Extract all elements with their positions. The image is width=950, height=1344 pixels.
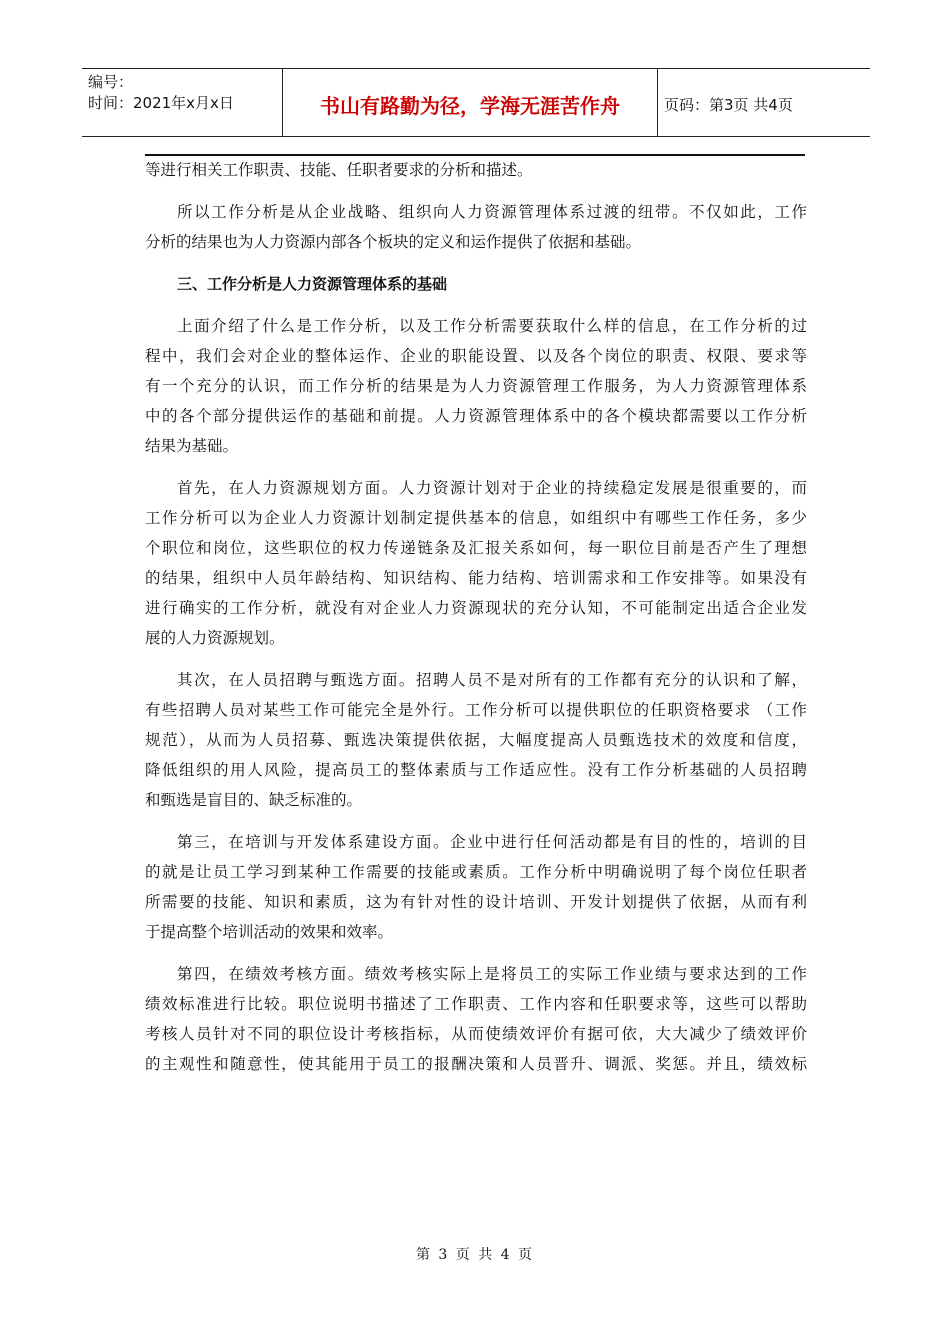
text-line: 第四，在绩效考核方面。绩效考核实际上是将员工的实际工作业绩与要求达到的工作 xyxy=(177,965,807,983)
text-line: 的结果，组织中人员年龄结构、知识结构、能力结构、培训需求和工作安排等。如果没有 xyxy=(145,569,807,587)
text-line: 的就是让员工学习到某种工作需要的技能或素质。工作分析中明确说明了每个岗位任职者 xyxy=(145,863,807,881)
header-page-info: 页码：第3页 共4页 xyxy=(664,96,793,114)
text-line: 中的各个部分提供运作的基础和前提。人力资源管理体系中的各个模块都需要以工作分析 xyxy=(145,407,807,425)
paragraph xyxy=(145,197,807,257)
header-motto: 书山有路勤为径，学海无涯苦作舟 xyxy=(283,69,658,136)
paragraph xyxy=(145,665,807,815)
text-line: 个职位和岗位，这些职位的权力传递链条及汇报关系如何，每一职位目前是否产生了理想 xyxy=(145,539,807,557)
text-line: 考核人员针对不同的职位设计考核指标，从而使绩效评价有据可依，大大减少了绩效评价 xyxy=(145,1025,807,1043)
text-line: 和甄选是盲目的、缺乏标准的。 xyxy=(145,791,363,809)
header-meta xyxy=(82,69,283,136)
text-line: 分析的结果也为人力资源内部各个板块的定义和运作提供了依据和基础。 xyxy=(145,233,642,251)
text-line: 所需要的技能、知识和素质，这为有针对性的设计培训、开发计划提供了依据，从而有利 xyxy=(145,893,807,911)
text-line: 于提高整个培训活动的效果和效率。 xyxy=(145,923,394,941)
text-line: 展的人力资源规划。 xyxy=(145,629,285,647)
text-line: 有一个充分的认识，而工作分析的结果是为人力资源管理工作服务，为人力资源管理体系 xyxy=(145,377,807,395)
text-line: 有些招聘人员对某些工作可能完全是外行。工作分析可以提供职位的任职资格要求 （工作 xyxy=(145,701,807,719)
text-line: 降低组织的用人风险，提高员工的整体素质与工作适应性。没有工作分析基础的人员招聘 xyxy=(145,761,807,779)
text-line: 首先，在人力资源规划方面。人力资源计划对于企业的持续稳定发展是很重要的，而 xyxy=(177,479,807,497)
number-label: 编号： xyxy=(88,73,134,91)
page-footer: 第 3 页 共 4 页 xyxy=(415,1247,535,1263)
text-line: 结果为基础。 xyxy=(145,437,239,455)
text-line: 的主观性和随意性，使其能用于员工的报酬决策和人员晋升、调派、奖惩。并且，绩效标 xyxy=(145,1055,807,1073)
date-label: 时间：2021年x月x日 xyxy=(88,94,234,112)
paragraph xyxy=(145,827,807,947)
text-line: 规范），从而为人员招募、甄选决策提供依据，大幅度提高人员甄选技术的效度和信度， xyxy=(145,731,807,749)
document-body xyxy=(145,155,807,1079)
text-line: 工作分析可以为企业人力资源计划制定提供基本的信息，如组织中有哪些工作任务，多少 xyxy=(145,509,807,527)
paragraph xyxy=(145,155,807,185)
paragraph xyxy=(145,473,807,653)
text-line: 程中，我们会对企业的整体运作、企业的职能设置、以及各个岗位的职责、权限、要求等 xyxy=(145,347,807,365)
text-line: 绩效标准进行比较。职位说明书描述了工作职责、工作内容和任职要求等，这些可以帮助 xyxy=(145,995,807,1013)
paragraph xyxy=(145,959,807,1079)
text-line: 进行确实的工作分析，就没有对企业人力资源现状的充分认知，不可能制定出适合企业发 xyxy=(145,599,807,617)
text-line: 其次，在人员招聘与甄选方面。招聘人员不是对所有的工作都有充分的认识和了解， xyxy=(177,671,807,689)
text-line: 第三，在培训与开发体系建设方面。企业中进行任何活动都是有目的性的，培训的目 xyxy=(177,833,807,851)
text-line: 所以工作分析是从企业战略、组织向人力资源管理体系过渡的纽带。不仅如此，工作 xyxy=(177,203,807,221)
paragraph xyxy=(145,311,807,461)
document-header xyxy=(82,68,870,137)
text-line: 等进行相关工作职责、技能、任职者要求的分析和描述。 xyxy=(145,161,533,179)
section-heading: 三、工作分析是人力资源管理体系的基础 xyxy=(177,275,448,293)
text-line: 上面介绍了什么是工作分析，以及工作分析需要获取什么样的信息，在工作分析的过 xyxy=(177,317,807,335)
